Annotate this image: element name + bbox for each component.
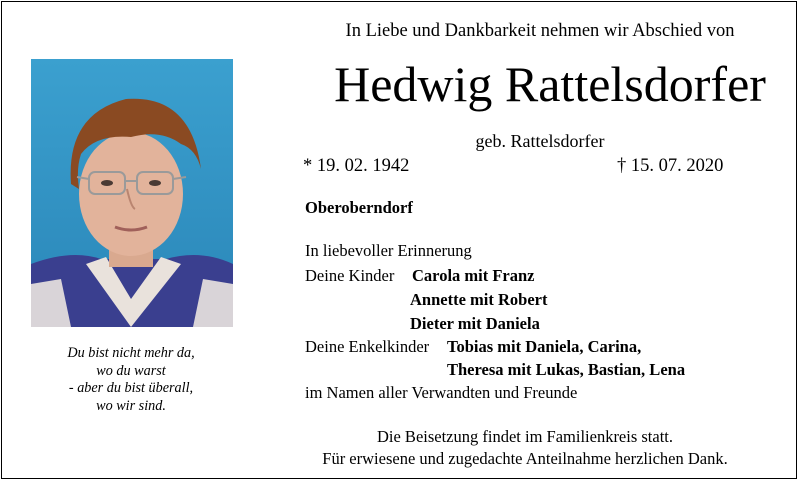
child-2: Annette mit Robert [410,290,548,309]
child-1: Carola mit Franz [412,266,535,285]
thanks-note: Für erwiesene und zugedachte Anteilnahme herzlichen Dank. [322,449,728,468]
grandchildren-line-1: Tobias mit Daniela, Carina, [447,337,642,356]
death-date: † 15. 07. 2020 [617,156,724,176]
birth-date: * 19. 02. 1942 [303,156,410,176]
child-3: Dieter mit Daniela [410,314,540,333]
intro-text: In Liebe und Dankbarkeit nehmen wir Abschied von [345,21,735,41]
portrait-photo [31,59,233,327]
deceased-name: Hedwig Rattelsdorfer [334,56,766,112]
poem-line-4: wo wir sind. [96,397,166,414]
relatives-line: im Namen aller Verwandten und Freunde [305,383,578,402]
funeral-note: Die Beisetzung findet im Familienkreis statt. [376,427,674,446]
maiden-name: geb. Rattelsdorfer [475,131,605,151]
poem-line-3: - aber du bist überall, [68,380,194,396]
place-name: Oberoberndorf [305,198,413,217]
portrait-image [31,59,233,327]
poem-line-2: wo du warst [96,362,166,379]
memorial-poem [31,345,231,415]
poem-line-1: Du bist nicht mehr da, [67,345,195,361]
grandchildren-line-2: Theresa mit Lukas, Bastian, Lena [447,360,686,379]
children-label: Deine Kinder [305,266,395,285]
memory-line: In liebevoller Erinnerung [305,241,472,260]
grandchildren-label: Deine Enkelkinder [305,337,430,356]
